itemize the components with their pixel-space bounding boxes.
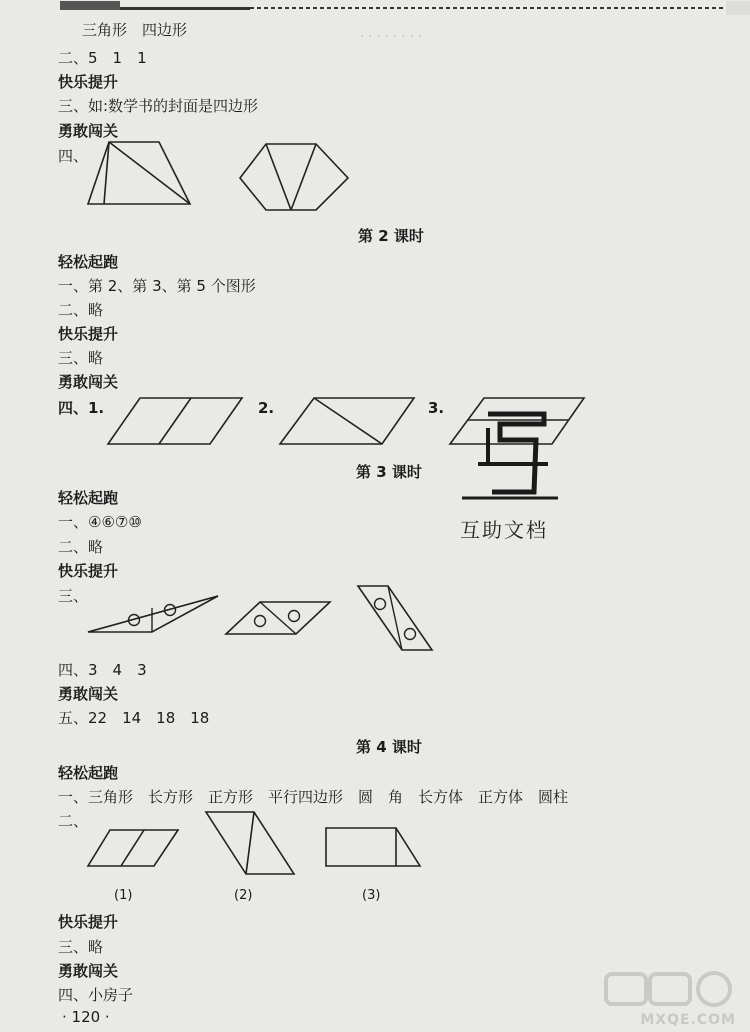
header-bar — [0, 0, 750, 14]
answer-line: 四、小房子 — [58, 986, 134, 1004]
answer-line: 四、1. — [58, 399, 105, 417]
answer-line: 四、 — [58, 147, 89, 165]
answer-line: 三角形 四边形 — [82, 21, 188, 39]
trapezoid-figure-1 — [84, 138, 194, 210]
shape-figure-3 — [324, 824, 424, 870]
answer-line: 一、三角形 长方形 正方形 平行四边形 圆 角 长方体 正方体 圆柱 — [58, 788, 569, 806]
answer-line: 二、 — [58, 812, 89, 830]
answer-line: 三、如:数学书的封面是四边形 — [58, 97, 259, 115]
header-decoration — [0, 1, 750, 15]
parallelogram-figure-2 — [278, 394, 418, 448]
section-label: 轻松起跑 — [58, 489, 119, 507]
bleed-through-text: · · · · · · · · — [360, 30, 422, 45]
section-label: 快乐提升 — [58, 73, 119, 91]
answer-line: 一、第 2、第 3、第 5 个图形 — [58, 277, 256, 295]
answer-line: 二、5 1 1 — [58, 49, 147, 67]
page-number: · 120 · — [62, 1008, 110, 1026]
answer-line: 二、略 — [58, 538, 104, 556]
figure-label: (2) — [234, 888, 253, 903]
section-label: 快乐提升 — [58, 325, 119, 343]
figure-label: (1) — [114, 888, 133, 903]
answer-line: 三、略 — [58, 349, 104, 367]
section-label: 勇敢闯关 — [58, 122, 119, 140]
section-label: 快乐提升 — [58, 913, 119, 931]
section-label: 勇敢闯关 — [58, 962, 119, 980]
circle-triangle-figure-2 — [224, 598, 334, 638]
trapezoid-figure-2 — [236, 140, 352, 212]
section-label: 轻松起跑 — [58, 253, 119, 271]
lesson-heading: 第 2 课时 — [358, 227, 424, 245]
answer-line: 一、④⑥⑦⑩ — [58, 513, 142, 531]
shape-figure-2 — [204, 808, 298, 878]
section-label: 快乐提升 — [58, 562, 119, 580]
item-number: 3. — [428, 399, 445, 417]
answer-line: 四、3 4 3 — [58, 661, 147, 679]
circle-triangle-figure-1 — [86, 592, 222, 636]
answer-line: 二、略 — [58, 301, 104, 319]
section-label: 勇敢闯关 — [58, 373, 119, 391]
answer-line: 五、22 14 18 18 — [58, 709, 210, 727]
item-number: 2. — [258, 399, 275, 417]
figure-label: (3) — [362, 888, 381, 903]
section-label: 轻松起跑 — [58, 764, 119, 782]
section-label: 勇敢闯关 — [58, 685, 119, 703]
answer-line: 三、 — [58, 587, 89, 605]
circle-triangle-figure-3 — [356, 582, 436, 654]
shape-figure-1 — [86, 826, 182, 870]
watermark-text: MXQE.COM — [640, 1012, 736, 1028]
stamp-text: 互助文档 — [460, 518, 548, 542]
lesson-heading: 第 4 课时 — [356, 738, 422, 756]
parallelogram-figure-1 — [106, 394, 246, 448]
answer-line: 三、略 — [58, 938, 104, 956]
lesson-heading: 第 3 课时 — [356, 463, 422, 481]
